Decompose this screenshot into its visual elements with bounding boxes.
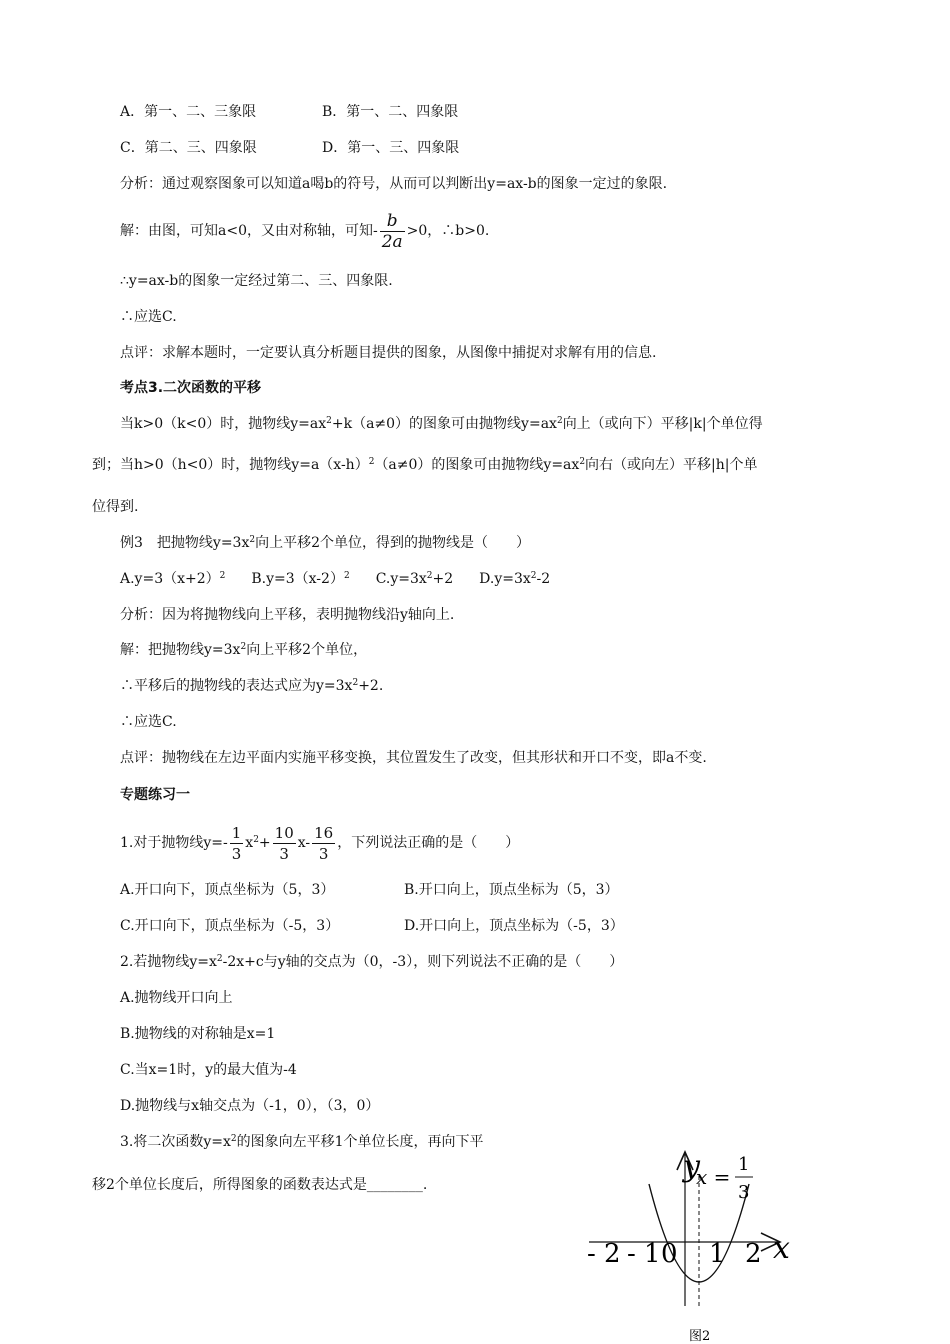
practice-2-option-a: A.抛物线开口向上	[120, 990, 233, 1006]
heading-topic-3: 考点3.二次函数的平移	[120, 380, 262, 396]
example-3-result: ∴平移后的抛物线的表达式应为$y=3x^2+2$.	[120, 678, 384, 694]
analysis-1: 分析：通过观察图象可以知道a喝b的符号，从而可以判断出y=ax-b的图象一定过的象限.	[120, 176, 668, 192]
example-3-comment: 点评：抛物线在左边平面内实施平移变换，其位置发生了改变，但其形状和开口不变，即a不变.	[120, 750, 707, 766]
axis-equation-numerator: 1	[738, 1154, 750, 1175]
tick-label-2: 2	[745, 1239, 762, 1269]
conclusion-1: ∴y=ax-b的图象一定经过第二、三、四象限.	[120, 273, 393, 289]
option-a-prev: A．第一、二、三象限	[120, 104, 257, 120]
tick-label-minus-2: - 2	[587, 1239, 621, 1269]
practice-1-question: 1.对于抛物线y=- $\frac{1}{3}$ $x^2+$ $\frac{10}{3}$ x- $\frac{16}{3}$ ，下列说法正确的是（ ）	[120, 823, 520, 863]
x-axis-label: x	[773, 1231, 790, 1266]
axis-equation-label: x =	[696, 1165, 731, 1189]
tick-label-0: 0	[661, 1239, 678, 1269]
paragraph-3-line-2: 到；当h>0（h<0）时，抛物线$y=a(x-h)^2(a\ne 0)$的图象可由抛物线$y=ax^2$向右（或向左）平移|h|个单	[92, 457, 758, 473]
paragraph-3-line-1: 当k>0（k<0）时，抛物线$y=ax^2+k(a\ne 0)$的图象可由抛物线$y=ax^2$向上（或向下）平移|k|个单位得	[120, 416, 763, 432]
paragraph-3-line-3: 位得到.	[92, 499, 139, 515]
practice-1-option-c: C.开口向下，顶点坐标为（-5，3）	[120, 918, 340, 934]
y-axis-label: y	[683, 1149, 700, 1184]
solution-1: 解：由图，可知a<0，又由对称轴，可知- $\frac{b}{2a}$ >0，∴b>0.	[120, 210, 490, 252]
practice-2-option-b: B.抛物线的对称轴是x=1	[120, 1026, 276, 1042]
fraction-b-over-2a: $\frac{b}{2a}$	[381, 210, 403, 252]
option-c-prev: C．第二、三、四象限	[120, 140, 257, 156]
choose-1: ∴应选C.	[120, 309, 177, 325]
practice-2-option-d: D.抛物线与x轴交点为（-1，0），（3，0）	[120, 1098, 380, 1114]
example-3-question: 例3 把抛物线$y=3x^2$向上平移2个单位，得到的抛物线是（ ）	[120, 535, 530, 551]
comment-1: 点评：求解本题时，一定要认真分析题目提供的图象，从图像中捕捉对求解有用的信息.	[120, 345, 657, 361]
figure-2-graph	[575, 1140, 815, 1344]
practice-2-option-c: C.当x=1时，y的最大值为-4	[120, 1062, 297, 1078]
example-3-solution: 解：把抛物线$y=3x^2$向上平移2个单位，	[120, 642, 368, 658]
fraction-1-3: $\frac{1}{3}$	[231, 823, 242, 863]
example-3-choose: ∴应选C.	[120, 714, 177, 730]
practice-2-question: 2.若抛物线$y=x^2-2x+c$与y轴的交点为（0，-3），则下列说法不正确的是（ ）	[120, 954, 624, 970]
practice-heading: 专题练习一	[120, 787, 190, 803]
option-b-prev: B．第一、二、四象限	[322, 104, 459, 120]
fraction-10-3: $\frac{10}{3}$	[274, 823, 294, 863]
practice-3-line-2: 移2个单位长度后，所得图象的函数表达式是________.	[92, 1177, 428, 1193]
fraction-16-3: $\frac{16}{3}$	[314, 823, 334, 863]
tick-label-1: 1	[709, 1239, 726, 1269]
option-d-prev: D．第一、三、四象限	[322, 140, 460, 156]
practice-3-line-1: 3.将二次函数$y=x^2$的图象向左平移1个单位长度，再向下平	[120, 1134, 484, 1150]
axis-equation-denominator: 3	[738, 1182, 750, 1203]
practice-1-option-d: D.开口向上，顶点坐标为（-5，3）	[404, 918, 624, 934]
tick-label-minus-1: - 1	[627, 1239, 661, 1269]
practice-1-option-b: B.开口向上，顶点坐标为（5，3）	[404, 882, 619, 898]
example-3-options: $A.y=3(x+2)^2$ $B.y=3(x-2)^2$ $C.y=3x^2+2$ $D.y=3x^2-2$	[120, 571, 551, 587]
practice-1-option-a: A.开口向下，顶点坐标为（5，3）	[120, 882, 335, 898]
figure-caption: 图2	[689, 1329, 711, 1344]
example-3-analysis: 分析：因为将抛物线向上平移，表明抛物线沿y轴向上.	[120, 607, 455, 623]
